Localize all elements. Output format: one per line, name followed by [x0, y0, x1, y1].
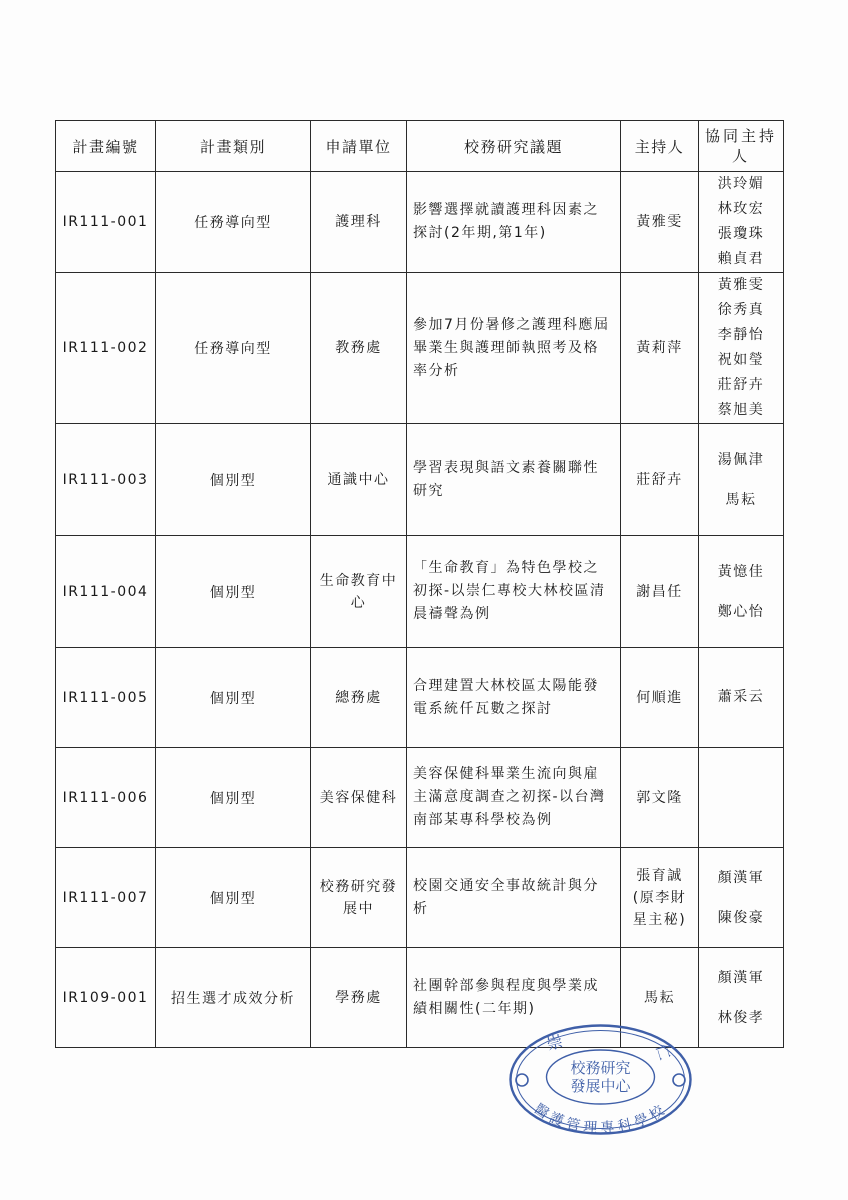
- svg-text:醫護管理專科學校: [531, 1100, 671, 1137]
- co-host-name: 莊舒卉: [717, 377, 765, 393]
- cell-co-host: [699, 648, 784, 748]
- cell-topic: 合理建置大林校區太陽能發電系統仟瓦數之探討: [407, 648, 621, 748]
- co-host-name: 賴貞君: [717, 251, 765, 267]
- cell-co-host: [699, 948, 784, 1048]
- header-category: 計畫類別: [156, 121, 311, 172]
- table-row: [56, 648, 784, 748]
- cell-host: 莊舒卉: [621, 424, 699, 536]
- cell-co-host: [699, 748, 784, 848]
- co-host-name: 林俊孝: [717, 1009, 765, 1026]
- co-host-name: 張瓊珠: [717, 226, 765, 242]
- cell-id: IR111-005: [56, 648, 156, 748]
- cell-id: IR111-003: [56, 424, 156, 536]
- co-host-list: [705, 172, 777, 272]
- cell-category: 任務導向型: [156, 172, 311, 273]
- cell-topic: 美容保健科畢業生流向與雇主滿意度調查之初探-以台灣南部某專科學校為例: [407, 748, 621, 848]
- cell-id: IR111-007: [56, 848, 156, 948]
- seal-center-line1: 校務研究: [570, 1059, 631, 1077]
- cell-topic: 社團幹部參與程度與學業成績相關性(二年期): [407, 948, 621, 1048]
- header-co-host: 協同主持人: [699, 121, 784, 172]
- cell-id: IR109-001: [56, 948, 156, 1048]
- cell-co-host: [699, 273, 784, 424]
- cell-category: 個別型: [156, 536, 311, 648]
- co-host-list: [705, 273, 777, 423]
- co-host-name: 洪玲媚: [717, 176, 765, 192]
- cell-id: IR111-004: [56, 536, 156, 648]
- table-row: [56, 424, 784, 536]
- co-host-list: [705, 858, 777, 938]
- co-host-name: 陳俊豪: [717, 909, 765, 926]
- cell-co-host: [699, 536, 784, 648]
- co-host-name: 李靜怡: [717, 327, 765, 343]
- cell-topic: 校園交通安全事故統計與分析: [407, 848, 621, 948]
- cell-co-host: [699, 424, 784, 536]
- cell-host: 郭文隆: [621, 748, 699, 848]
- cell-unit: 美容保健科: [311, 748, 407, 848]
- cell-topic: 「生命教育」為特色學校之初探-以崇仁專校大林校區清晨禱聲為例: [407, 536, 621, 648]
- cell-category: 個別型: [156, 424, 311, 536]
- cell-topic: 參加7月份暑修之護理科應屆畢業生與護理師執照考及格率分析: [407, 273, 621, 424]
- co-host-name: 黃雅雯: [717, 277, 765, 293]
- co-host-name: 祝如瑩: [717, 352, 765, 368]
- cell-host: 何順進: [621, 648, 699, 748]
- cell-host: 謝昌任: [621, 536, 699, 648]
- co-host-name: 顏漢軍: [717, 969, 765, 986]
- co-host-name: 蕭采云: [717, 689, 765, 705]
- cell-unit: 護理科: [311, 172, 407, 273]
- cell-host: 張育誠(原李財星主秘): [621, 848, 699, 948]
- cell-host: 黃雅雯: [621, 172, 699, 273]
- co-host-name: 顏漢軍: [717, 869, 765, 886]
- co-host-name: 湯佩津: [717, 451, 765, 468]
- cell-unit: 校務研究發展中: [311, 848, 407, 948]
- cell-unit: 通識中心: [311, 424, 407, 536]
- cell-id: IR111-001: [56, 172, 156, 273]
- cell-category: 個別型: [156, 848, 311, 948]
- cell-unit: 教務處: [311, 273, 407, 424]
- table-row: [56, 848, 784, 948]
- co-host-name: 蔡旭美: [717, 402, 765, 418]
- header-host: 主持人: [621, 121, 699, 172]
- cell-host: 黃莉萍: [621, 273, 699, 424]
- cell-category: 個別型: [156, 748, 311, 848]
- table-row: [56, 172, 784, 273]
- cell-topic: 學習表現與語文素養關聯性研究: [407, 424, 621, 536]
- cell-unit: 生命教育中心: [311, 536, 407, 648]
- co-host-name: 林玫宏: [717, 201, 765, 217]
- header-unit: 申請單位: [311, 121, 407, 172]
- cell-unit: 總務處: [311, 648, 407, 748]
- co-host-name: 黃憶佳: [717, 563, 765, 580]
- co-host-list: [705, 552, 777, 632]
- co-host-list: [705, 685, 777, 710]
- cell-id: IR111-006: [56, 748, 156, 848]
- cell-co-host: [699, 172, 784, 273]
- co-host-name: 鄭心怡: [717, 603, 765, 620]
- co-host-list: [705, 958, 777, 1038]
- cell-topic: 影響選擇就讀護理科因素之探討(2年期,第1年): [407, 172, 621, 273]
- school-seal: [508, 1022, 693, 1137]
- co-host-name: 馬耘: [725, 491, 757, 508]
- header-row: [56, 121, 784, 172]
- cell-category: 個別型: [156, 648, 311, 748]
- cell-category: 招生選才成效分析: [156, 948, 311, 1048]
- seal-top-text: 崇 仁: [544, 1022, 687, 1101]
- table-row: [56, 536, 784, 648]
- cell-unit: 學務處: [311, 948, 407, 1048]
- co-host-name: 徐秀真: [717, 302, 765, 318]
- cell-category: 任務導向型: [156, 273, 311, 424]
- co-host-list: [705, 440, 777, 520]
- seal-bottom-text: 醫護管理專科學校: [531, 1100, 671, 1137]
- cell-id: IR111-002: [56, 273, 156, 424]
- table-row: [56, 748, 784, 848]
- seal-left-emblem-icon: [516, 1074, 528, 1086]
- cell-co-host: [699, 848, 784, 948]
- project-table: [55, 120, 784, 1048]
- header-topic: 校務研究議題: [407, 121, 621, 172]
- table-body: [56, 172, 784, 1048]
- table-row: [56, 273, 784, 424]
- header-id: 計畫編號: [56, 121, 156, 172]
- seal-center-line2: 發展中心: [570, 1077, 631, 1095]
- cell-host: 馬耘: [621, 948, 699, 1048]
